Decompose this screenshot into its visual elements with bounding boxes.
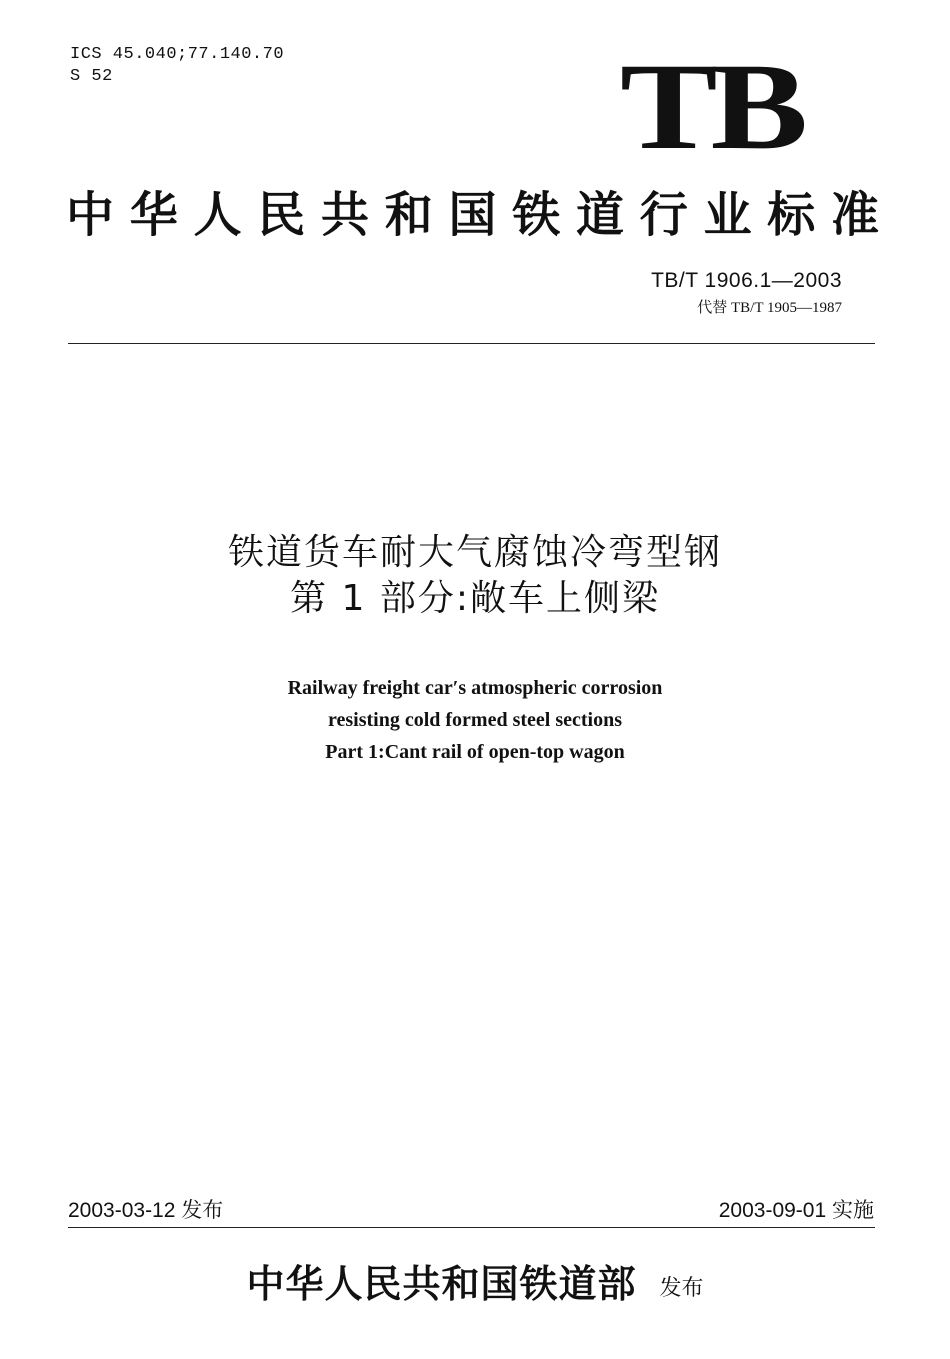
replaces-note: 代替 TB/T 1905—1987 bbox=[697, 300, 842, 316]
issuer-name: 中华人民共和国铁道部 bbox=[246, 1261, 637, 1306]
implement-date: 2003-09-01 bbox=[718, 1199, 827, 1222]
standard-code-block bbox=[651, 268, 842, 318]
title-en-line-2: resisting cold formed steel sections bbox=[327, 709, 623, 731]
classification-codes bbox=[70, 44, 284, 88]
category-code: S 52 bbox=[70, 67, 113, 86]
standard-category: 中华人民共和国铁道行业标准 bbox=[66, 187, 881, 243]
title-english bbox=[0, 672, 950, 768]
issuer-block bbox=[0, 1262, 950, 1306]
issue-date-block bbox=[68, 1198, 223, 1224]
issuer-action: 发布 bbox=[659, 1276, 704, 1301]
title-cn-line-1: 铁道货车耐大气腐蚀冷弯型钢 bbox=[227, 532, 722, 573]
standard-number: TB/T 1906.1—2003 bbox=[651, 269, 842, 292]
ics-code: ICS 45.040;77.140.70 bbox=[70, 45, 285, 64]
implement-date-block bbox=[719, 1198, 874, 1224]
title-en-line-3: Part 1:Cant rail of open-top wagon bbox=[325, 741, 625, 763]
footer-divider bbox=[68, 1227, 875, 1228]
issue-label: 发布 bbox=[181, 1199, 224, 1222]
title-chinese bbox=[0, 530, 950, 622]
implement-label: 实施 bbox=[832, 1199, 874, 1222]
header-divider bbox=[68, 343, 875, 344]
title-en-line-1: Railway freight car′s atmospheric corrosion bbox=[287, 677, 663, 699]
tb-logo: TB bbox=[620, 38, 802, 175]
issue-date: 2003-03-12 bbox=[68, 1199, 176, 1222]
title-cn-line-2: 第 1 部分:敞车上侧梁 bbox=[290, 578, 660, 619]
